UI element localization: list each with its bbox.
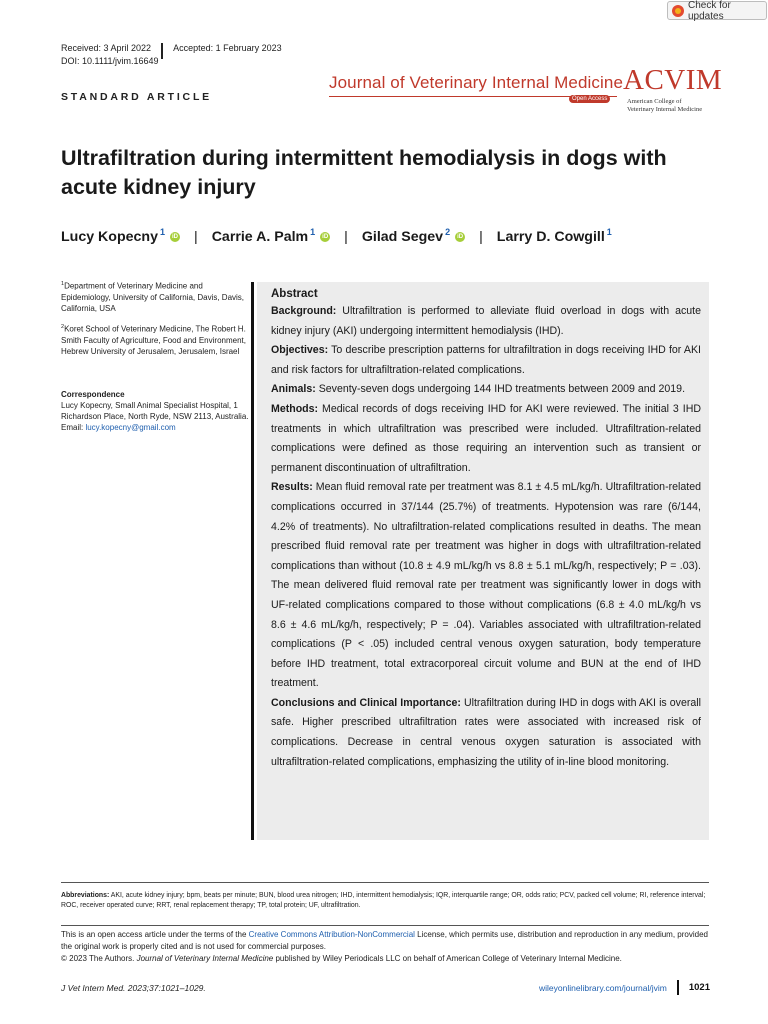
section-text: Mean fluid removal rate per treatment was 8.1 ± 4.5 mL/kg/h. Ultrafiltration-related complications occurred in 37/144 (25.7%) of treatments. Hypotension was rare (6/144, 4.2% of treatments). No ultrafiltration-related complications resulted in deaths. The mean prescribed fluid removal rate per treatment was higher in dogs with ultrafiltration-related complications than without (10.8 ± 4.9 mL/kg/h vs 8.8 ± 5.1 mL/kg/h, respectively; P = .03). The mean delivered fluid removal rate per treatment was significantly lower in dogs with UF-related complications compared to those without complications (6.8 ± 4.0 mL/kg/h vs 8.6 ± 4.6 mL/kg/h, respectively; P = .04). Variables associated with ultrafiltration-related complications (P < .05) included central venous oxygen saturation, body temperature before IHD treatment, total extracorporeal circuit volume and BUN at the end of IHD treatment. <box>271 481 701 690</box>
doi: DOI: 10.1111/jvim.16649 <box>61 56 159 66</box>
abbreviations-rule <box>61 882 709 883</box>
license-text: This is an open access article under the terms of the <box>61 930 249 939</box>
section-label: Animals: <box>271 383 316 396</box>
license-notice <box>61 929 711 965</box>
orcid-icon[interactable]: iD <box>172 234 178 240</box>
accepted-date: Accepted: 1 February 2023 <box>173 43 282 53</box>
license-line-1 <box>61 929 711 953</box>
acvim-subtitle-line-2: Veterinary Internal Medicine <box>627 106 703 113</box>
author-4[interactable] <box>497 229 612 245</box>
affiliation-text: Koret School of Veterinary Medicine, The Robert H. Smith Faculty of Agriculture, Food and Environment, Hebrew University of Jerusalem, Jerusalem, Israel <box>61 324 246 356</box>
abstract-box <box>257 282 709 840</box>
orcid-icon[interactable]: iD <box>457 234 464 240</box>
affiliation-1 <box>61 279 251 314</box>
cc-license-link[interactable]: Creative Commons Attribution-NonCommercial <box>248 930 415 939</box>
abstract-methods <box>271 400 701 478</box>
section-label: Objectives: <box>271 344 329 357</box>
author-list <box>61 229 612 245</box>
page-number: 1021 <box>688 982 710 993</box>
author-2[interactable] <box>212 229 330 245</box>
section-text: Seventy-seven dogs undergoing 144 IHD treatments between 2009 and 2019. <box>315 383 686 396</box>
abstract-rule <box>251 282 254 840</box>
author-affiliation-marker: 1 <box>606 227 612 237</box>
author-1[interactable] <box>61 229 180 245</box>
citation <box>61 983 206 993</box>
section-text: Medical records of dogs receiving IHD for AKI were reviewed. The initial 3 IHD treatments in which ultrafiltration was prescribed were included. Ultrafiltration-related complications were defined as those requiring an intervention such as transient or permanent discontinuation of ultrafiltration. <box>271 402 701 474</box>
section-text: To describe prescription patterns for ultrafiltration in dogs receiving IHD for AKI and risk factors for ultrafiltration-related complications. <box>271 344 701 376</box>
author-separator: | <box>194 229 198 245</box>
correspondence-email <box>61 422 251 433</box>
section-label: Conclusions and Clinical Importance: <box>271 696 461 709</box>
crossmark-icon <box>672 5 684 17</box>
copyright-text: published by Wiley Periodicals LLC on behalf of American College of Veterinary Internal Medicine. <box>273 954 622 963</box>
license-text: License, which permits use, distribution and reproduction in any medium, provided the original work is properly cited and is not used for commercial purposes. <box>61 930 708 951</box>
license-line-2 <box>61 953 711 965</box>
author-affiliation-marker: 2 <box>445 227 451 237</box>
abbreviations <box>61 891 709 911</box>
journal-name: Journal of Veterinary Internal Medicine <box>329 73 624 92</box>
copyright-text: © 2023 The Authors. <box>61 954 137 963</box>
affiliation-number: 2 <box>61 324 65 330</box>
affiliation-2 <box>61 322 251 357</box>
author-separator: | <box>344 229 348 245</box>
affiliation-text: Department of Veterinary Medicine and Epidemiology, University of California, Davis, Davis, California, USA <box>61 281 245 313</box>
author-name: Gilad Segev <box>361 229 444 245</box>
email-label: Email: <box>61 423 86 432</box>
section-text: Ultrafiltration during IHD in dogs with AKI is overall safe. Higher prescribed ultrafiltration rates were associated with increased risk of complications. Decrease in central venous oxygen saturation is associated with ultrafiltration-related complications, emphasizing the utility of in-line blood monitoring. <box>271 696 701 768</box>
abstract-background <box>271 302 701 341</box>
section-label: Methods: <box>271 402 319 415</box>
section-text: Ultrafiltration is performed to alleviate fluid overload in dogs with acute kidney injury (AKI) undergoing intermittent hemodialysis (IHD). <box>271 305 701 337</box>
correspondence-heading: Correspondence <box>61 390 125 399</box>
acvim-subtitle <box>627 98 702 114</box>
citation-text: J Vet Intern Med. 2023;37:1021–1029. <box>61 983 206 993</box>
orcid-icon[interactable]: iD <box>322 234 329 240</box>
journal-title-italic: Journal of Veterinary Internal Medicine <box>136 954 274 963</box>
abstract-objectives <box>271 341 701 380</box>
correspondence <box>61 389 251 433</box>
affiliation-number: 1 <box>61 281 65 287</box>
license-rule <box>61 925 709 926</box>
journal-url-link[interactable]: wileyonlinelibrary.com/journal/jvim <box>539 982 667 993</box>
article-title: Ultrafiltration during intermittent hemodialysis in dogs with acute kidney injury <box>61 146 667 199</box>
acvim-logo: ACVIM <box>623 64 723 96</box>
article-dates <box>61 40 282 56</box>
footer-divider <box>677 980 679 995</box>
author-name: Lucy Kopecny <box>61 229 158 245</box>
author-name: Larry D. Cowgill <box>496 229 605 245</box>
footer-right <box>539 980 710 995</box>
author-affiliation-marker: 1 <box>159 227 165 237</box>
abstract-animals <box>271 380 701 400</box>
dates-divider <box>161 43 163 59</box>
acvim-subtitle-line-1: American College of <box>627 98 682 105</box>
email-link[interactable]: lucy.kopecny@gmail.com <box>85 423 176 432</box>
section-label: Results: <box>271 481 313 494</box>
journal-masthead <box>329 64 723 120</box>
abbreviations-label: Abbreviations: <box>61 892 110 899</box>
open-access-badge: Open Access <box>569 95 610 103</box>
section-label: Background: <box>271 305 337 317</box>
abstract-results <box>271 478 701 694</box>
abbreviations-text: AKI, acute kidney injury; bpm, beats per minute; BUN, blood urea nitrogen; IHD, intermittent hemodialysis; IQR, interquartile range; OR, odds ratio; PCV, packed cell volume; RI, reference interval; ROC, receiver operated curve; RRT, renal replacement therapy; TP, total protein; UF, ultrafiltration. <box>61 892 706 909</box>
abstract-conclusions <box>271 694 701 772</box>
correspondence-address: Lucy Kopecny, Small Animal Specialist Hospital, 1 Richardson Place, North Ryde, NSW 2113, Australia. <box>61 401 249 421</box>
received-date: Received: 3 April 2022 <box>61 43 152 53</box>
abstract-heading: Abstract <box>271 288 318 300</box>
author-3[interactable] <box>362 229 465 245</box>
author-affiliation-marker: 1 <box>310 227 316 237</box>
author-name: Carrie A. Palm <box>211 229 309 245</box>
check-for-updates-button[interactable] <box>667 1 767 20</box>
article-type: STANDARD ARTICLE <box>61 91 212 103</box>
check-for-updates-label: Check for updates <box>688 0 731 22</box>
author-separator: | <box>479 229 483 245</box>
